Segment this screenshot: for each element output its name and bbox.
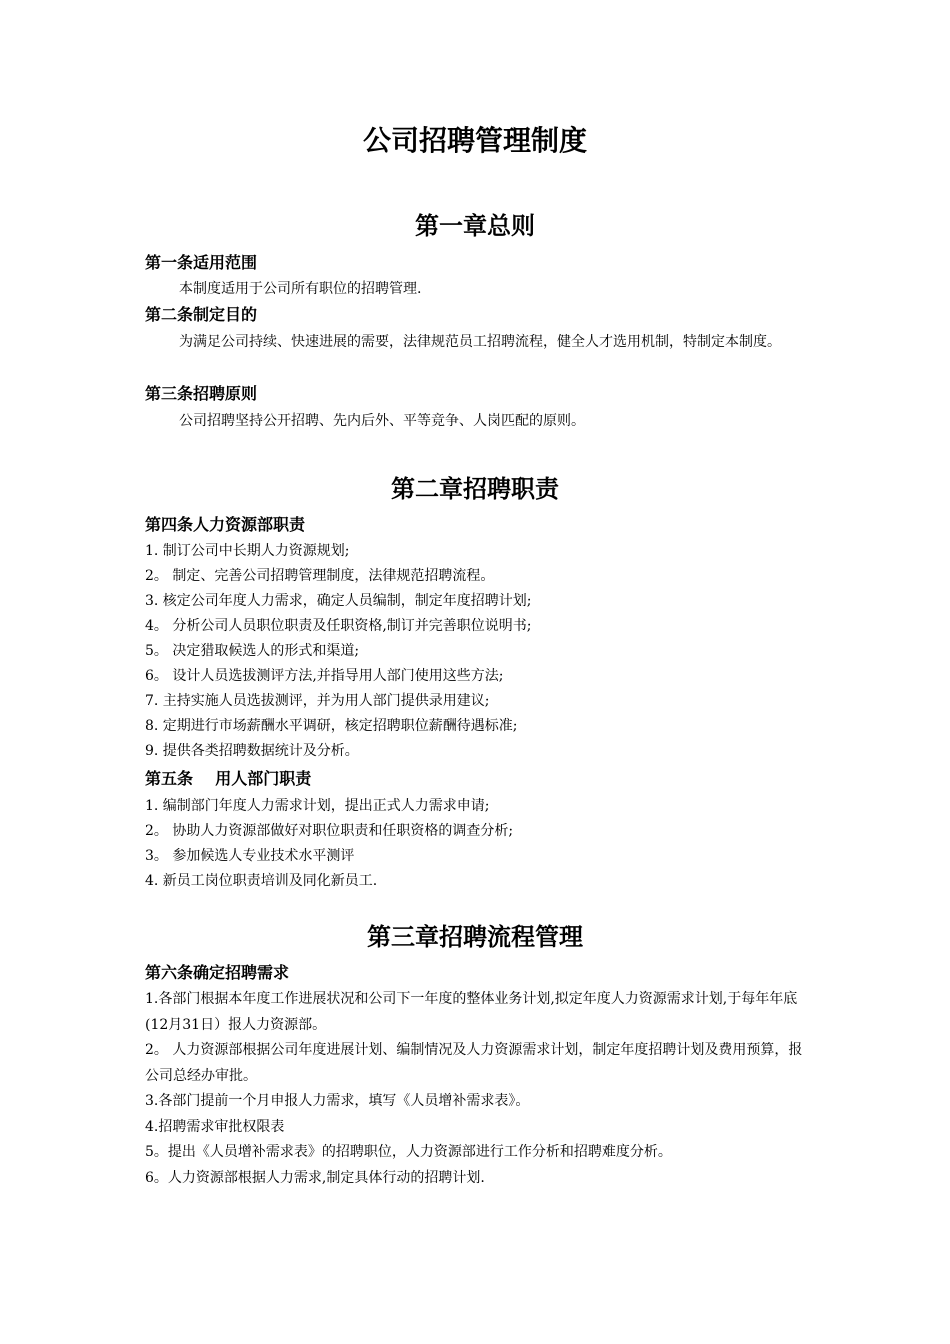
list-item: 2。 制定、完善公司招聘管理制度，法律规范招聘流程。 xyxy=(145,568,495,584)
list-item: 1. 制订公司中长期人力资源规划; xyxy=(145,543,350,559)
article-3-heading: 第三条招聘原则 xyxy=(145,384,258,403)
chapter-1-title: 第一章总则 xyxy=(415,212,535,240)
list-item: 7. 主持实施人员选拔测评，并为用人部门提供录用建议; xyxy=(145,693,490,709)
list-item: 5。提出《人员增补需求表》的招聘职位，人力资源部进行工作分析和招聘难度分析。 xyxy=(145,1144,672,1160)
list-item: 3。 参加候选人专业技术水平测评 xyxy=(145,848,355,864)
list-item: 6。人力资源部根据人力需求,制定具体行动的招聘计划. xyxy=(145,1169,485,1186)
list-item: 2。 协助人力资源部做好对职位职责和任职资格的调查分析; xyxy=(145,823,514,839)
list-item: 1.各部门根据本年度工作进展状况和公司下一年度的整体业务计划,拟定年度人力资源需求计划,于每年年底(12月31日）报人力资源部。 xyxy=(145,991,798,1033)
dept-duties-list xyxy=(145,794,810,894)
list-item: 5。 决定猎取候选人的形式和渠道; xyxy=(145,643,360,659)
article-2-text: 为满足公司持续、快速进展的需要，法律规范员工招聘流程，健全人才选用机制，特制定本制度。 xyxy=(179,334,781,350)
list-item: 9. 提供各类招聘数据统计及分析。 xyxy=(145,743,359,759)
hr-duties-list xyxy=(145,539,810,764)
article-6-heading: 第六条确定招聘需求 xyxy=(145,963,290,982)
document-title: 公司招聘管理制度 xyxy=(362,124,587,157)
chapter-2-title: 第二章招聘职责 xyxy=(391,475,559,503)
list-item: 4。 分析公司人员职位职责及任职资格,制订并完善职位说明书; xyxy=(145,618,532,634)
list-item: 4. 新员工岗位职责培训及同化新员工. xyxy=(145,873,378,889)
list-item: 8. 定期进行市场薪酬水平调研，核定招聘职位薪酬待遇标准; xyxy=(145,718,518,734)
article-3-text: 公司招聘坚持公开招聘、先内后外、平等竞争、人岗匹配的原则。 xyxy=(179,413,585,429)
list-item: 4.招聘需求审批权限表 xyxy=(145,1118,285,1135)
list-item: 1. 编制部门年度人力需求计划，提出正式人力需求申请; xyxy=(145,798,490,814)
list-item: 3. 核定公司年度人力需求，确定人员编制，制定年度招聘计划; xyxy=(145,593,532,609)
recruitment-needs-list xyxy=(145,987,810,1191)
article-2-heading: 第二条制定目的 xyxy=(145,305,258,324)
list-item: 6。 设计人员选拔测评方法,并指导用人部门使用这些方法; xyxy=(145,668,504,684)
article-1-text: 本制度适用于公司所有职位的招聘管理. xyxy=(179,281,422,297)
chapter-3-title: 第三章招聘流程管理 xyxy=(367,923,583,951)
article-1-heading: 第一条适用范围 xyxy=(145,253,258,272)
article-5-heading: 第五条 用人部门职责 xyxy=(145,769,312,788)
article-4-heading: 第四条人力资源部职责 xyxy=(145,515,306,534)
list-item: 2。 人力资源部根据公司年度进展计划、编制情况及人力资源需求计划，制定年度招聘计划及费用预算，报公司总经办审批。 xyxy=(145,1042,803,1084)
list-item: 3.各部门提前一个月申报人力需求，填写《人员增补需求表》。 xyxy=(145,1093,530,1109)
